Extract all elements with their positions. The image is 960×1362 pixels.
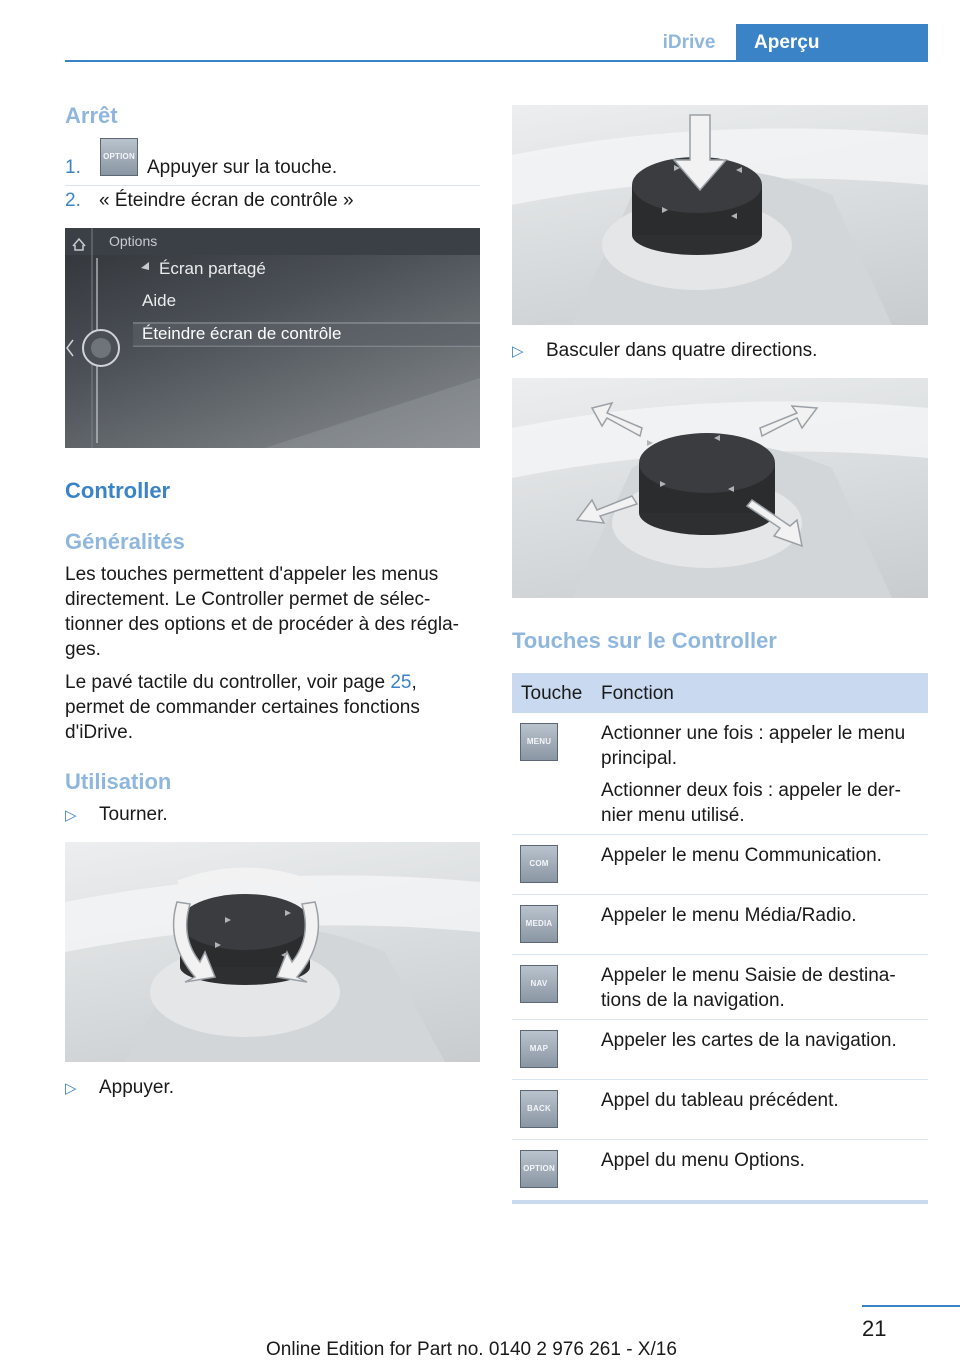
- nav-key-icon: NAV: [520, 965, 558, 1003]
- table-row-divider: [512, 894, 928, 895]
- table-bottom-bar: [512, 1200, 928, 1204]
- option-key-icon: OPTION: [520, 1150, 558, 1188]
- media-key-icon: MEDIA: [520, 905, 558, 943]
- table-header-fonction: Fonction: [601, 683, 674, 704]
- section-title-controller: Controller: [65, 478, 171, 503]
- table-row-divider: [512, 1019, 928, 1020]
- step-2: [65, 188, 81, 213]
- controller-press-image: [512, 105, 928, 325]
- screen-menu-item-selected: Éteindre écran de contrôle: [142, 324, 342, 343]
- table-row-divider: [512, 1079, 928, 1080]
- screen-menu-item: Écran partagé: [159, 259, 266, 278]
- bullet-triangle-icon: ▷: [512, 343, 524, 360]
- table-cell-fonction: Appel du menu Options.: [601, 1150, 805, 1171]
- step-1-text: Appuyer sur la touche.: [147, 157, 338, 178]
- subsection-title-generalites: Généralités: [65, 529, 185, 554]
- header-tab-idrive[interactable]: iDrive: [662, 32, 716, 53]
- step-number: 1.: [65, 157, 81, 178]
- paragraph-touchpad: [65, 670, 480, 745]
- section-title-touches: Touches sur le Controller: [512, 628, 777, 653]
- bullet-text: Appuyer.: [99, 1077, 174, 1098]
- table-row-divider: [512, 954, 928, 955]
- screen-menu-item: Aide: [142, 291, 177, 310]
- header-rule: [65, 60, 928, 62]
- page-number: 21: [862, 1316, 887, 1341]
- header-tab-apercu[interactable]: Aperçu: [736, 24, 928, 62]
- table-cell-fonction: Actionner deux fois : appeler le der-: [601, 780, 901, 801]
- controller-tilt-image: [512, 378, 928, 598]
- bullet-text: Basculer dans quatre directions.: [546, 340, 818, 361]
- table-row-divider: [512, 834, 928, 835]
- paragraph-text: , permet de commander certaines fonctions d'iDrive.: [65, 672, 420, 743]
- table-row-divider: [512, 1139, 928, 1140]
- table-cell-fonction: Appel du tableau précédent.: [601, 1090, 839, 1111]
- table-cell-fonction: Actionner une fois : appeler le menu: [601, 723, 906, 744]
- footer-rule: [862, 1305, 960, 1307]
- menu-key-icon: MENU: [520, 723, 558, 761]
- controller-rotate-image: [65, 842, 480, 1062]
- table-cell-fonction: nier menu utilisé.: [601, 805, 745, 826]
- step-1: [65, 155, 81, 180]
- table-cell-fonction: tions de la navigation.: [601, 990, 785, 1011]
- step-number: 2.: [65, 190, 81, 211]
- section-title-arret: Arrêt: [65, 103, 118, 128]
- bullet-basculer: [512, 338, 524, 364]
- options-screen-image: [65, 228, 480, 448]
- paragraph-text: Le pavé tactile du controller, voir page: [65, 672, 391, 693]
- subsection-title-utilisation: Utilisation: [65, 769, 172, 794]
- step-2-text: « Éteindre écran de contrôle »: [99, 190, 354, 211]
- map-key-icon: MAP: [520, 1030, 558, 1068]
- step-divider: [65, 185, 480, 186]
- bullet-triangle-icon: ▷: [65, 807, 77, 824]
- bullet-appuyer: [65, 1075, 77, 1101]
- table-cell-fonction: Appeler le menu Communication.: [601, 845, 882, 866]
- table-cell-fonction: principal.: [601, 748, 678, 769]
- table-cell-fonction: Appeler les cartes de la navigation.: [601, 1030, 897, 1051]
- paragraph-generalites: Les touches permettent d'appeler les menus directement. Le Controller permet de sélec- tionner des options et de procéder à des régla- ges.: [65, 564, 459, 660]
- footer-edition: Online Edition for Part no. 0140 2 976 261 - X/16: [266, 1339, 677, 1360]
- option-key-icon: OPTION: [100, 138, 138, 176]
- table-cell-fonction: Appeler le menu Saisie de destina-: [601, 965, 896, 986]
- back-key-icon: BACK: [520, 1090, 558, 1128]
- table-header-touche: Touche: [521, 683, 583, 704]
- bullet-tourner: [65, 802, 77, 828]
- table-cell-fonction: Appeler le menu Média/Radio.: [601, 905, 857, 926]
- bullet-triangle-icon: ▷: [65, 1080, 77, 1097]
- screen-title: Options: [109, 233, 158, 249]
- bullet-text: Tourner.: [99, 804, 168, 825]
- com-key-icon: COM: [520, 845, 558, 883]
- page-link[interactable]: 25: [390, 672, 412, 693]
